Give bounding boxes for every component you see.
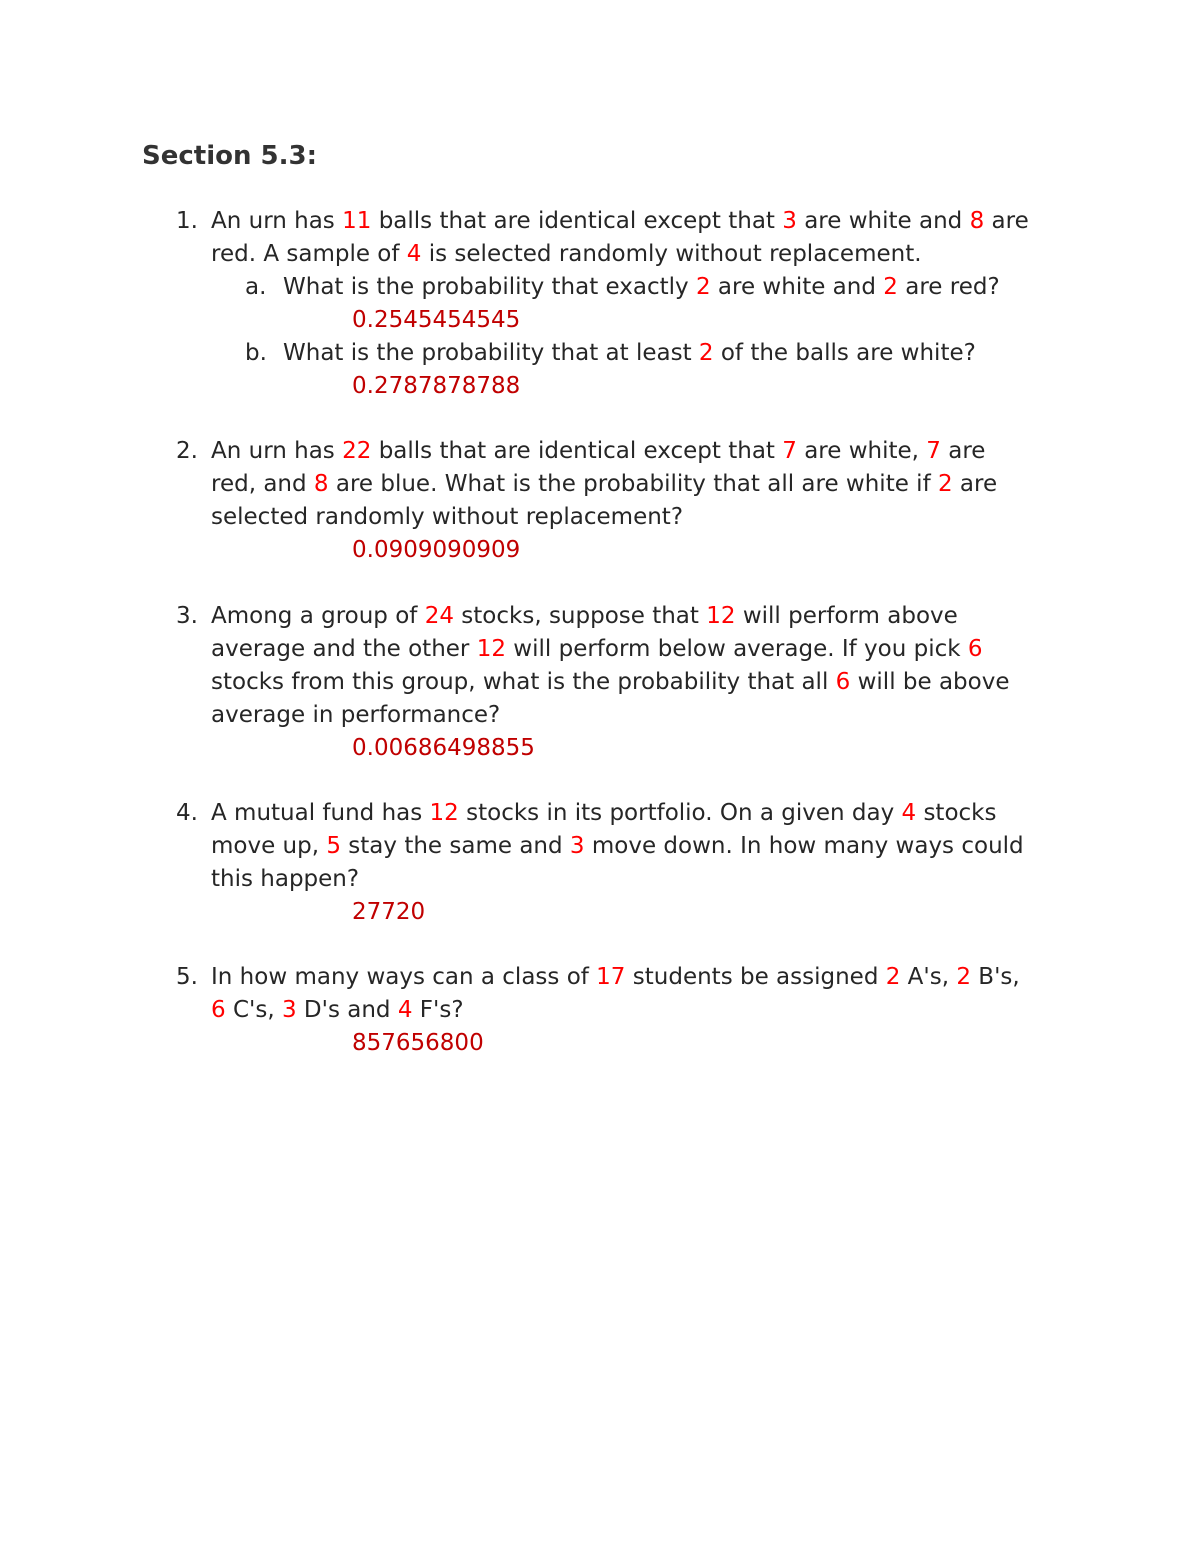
value-highlight: 7 <box>782 438 797 464</box>
text-segment: are white, <box>796 438 927 464</box>
text-segment: balls that are identical except that <box>371 438 783 464</box>
value-highlight: 7 <box>926 438 941 464</box>
value-highlight: 6 <box>967 636 983 662</box>
question-4-line-2 <box>211 830 1024 863</box>
question-5-line-2 <box>211 994 464 1027</box>
text-segment: of the balls are white? <box>713 340 976 366</box>
value-highlight: 2 <box>883 274 898 300</box>
text-segment: average and the other <box>211 636 477 662</box>
text-segment: are <box>952 471 998 497</box>
value-highlight: 12 <box>706 603 736 629</box>
text-segment: An urn has <box>211 438 343 464</box>
text-segment: are blue. What is the probability that all are white if <box>328 471 938 497</box>
question-3-line-4 <box>211 699 500 732</box>
value-highlight: 2 <box>698 340 714 366</box>
text-segment: In how many ways can a class of <box>211 964 597 990</box>
text-segment: Among a group of <box>211 603 425 629</box>
question-1a-answer: 0.2545454545 <box>352 307 521 333</box>
value-highlight: 3 <box>281 997 297 1023</box>
value-highlight: 12 <box>429 800 459 826</box>
text-segment: will perform above <box>735 603 958 629</box>
text-segment: red, and <box>211 471 314 497</box>
text-segment: stocks in its portfolio. On a given day <box>458 800 902 826</box>
text-segment: A mutual fund has <box>211 800 430 826</box>
question-3-answer: 0.00686498855 <box>352 735 535 761</box>
value-highlight: 4 <box>901 800 917 826</box>
text-segment: will perform below average. If you pick <box>505 636 968 662</box>
text-segment: are white and <box>796 208 970 234</box>
text-segment: stay the same and <box>341 833 570 859</box>
value-highlight: 24 <box>424 603 454 629</box>
text-segment: An urn has <box>211 208 343 234</box>
question-1a-text <box>283 271 1000 304</box>
value-highlight: 17 <box>596 964 626 990</box>
text-segment: What is the probability that exactly <box>283 274 696 300</box>
text-segment: stocks, suppose that <box>453 603 707 629</box>
question-2-line-2 <box>211 468 997 501</box>
text-segment: A's, <box>900 964 957 990</box>
question-3-line-2 <box>211 633 983 666</box>
text-segment: are white and <box>710 274 884 300</box>
text-segment: is selected randomly without replacement. <box>421 241 922 267</box>
text-segment: are <box>984 208 1029 234</box>
question-1b-answer: 0.2787878788 <box>352 373 521 399</box>
text-segment: are red? <box>897 274 1000 300</box>
question-4-number: 4. <box>176 800 198 826</box>
value-highlight: 6 <box>211 997 226 1023</box>
value-highlight: 12 <box>476 636 506 662</box>
value-highlight: 4 <box>397 997 413 1023</box>
value-highlight: 2 <box>956 964 971 990</box>
value-highlight: 3 <box>782 208 797 234</box>
text-segment: C's, <box>225 997 282 1023</box>
question-5-answer: 857656800 <box>352 1030 484 1056</box>
text-segment: this happen? <box>211 866 360 892</box>
text-segment: stocks <box>916 800 997 826</box>
value-highlight: 2 <box>695 274 711 300</box>
text-segment: stocks from this group, what is the probability that all <box>211 669 836 695</box>
value-highlight: 3 <box>569 833 585 859</box>
text-segment: move up, <box>211 833 327 859</box>
question-1-line-1 <box>211 205 1029 238</box>
question-1b-label: b. <box>245 340 267 366</box>
value-highlight: 8 <box>969 208 985 234</box>
question-2-number: 2. <box>176 438 198 464</box>
question-3-number: 3. <box>176 603 198 629</box>
value-highlight: 4 <box>406 241 422 267</box>
value-highlight: 2 <box>937 471 953 497</box>
value-highlight: 6 <box>835 669 851 695</box>
text-segment: What is the probability that at least <box>283 340 699 366</box>
text-segment: balls that are identical except that <box>371 208 783 234</box>
question-3-line-3 <box>211 666 1010 699</box>
question-2-line-3 <box>211 501 683 534</box>
text-segment: will be above <box>850 669 1010 695</box>
question-1-line-2 <box>211 238 922 271</box>
value-highlight: 11 <box>342 208 372 234</box>
text-segment: selected randomly without replacement? <box>211 504 684 530</box>
value-highlight: 5 <box>326 833 341 859</box>
text-segment: F's? <box>412 997 464 1023</box>
text-segment: average in performance? <box>211 702 501 728</box>
question-3-line-1 <box>211 600 958 633</box>
text-segment: red. A sample of <box>211 241 407 267</box>
text-segment: students be assigned <box>625 964 886 990</box>
text-segment: B's, <box>971 964 1020 990</box>
question-2-answer: 0.0909090909 <box>352 537 521 563</box>
value-highlight: 22 <box>342 438 372 464</box>
text-segment: are <box>940 438 986 464</box>
value-highlight: 8 <box>313 471 329 497</box>
question-4-answer: 27720 <box>352 899 426 925</box>
question-1a-label: a. <box>245 274 267 300</box>
text-segment: D's and <box>296 997 398 1023</box>
question-4-line-1 <box>211 797 996 830</box>
question-5-number: 5. <box>176 964 198 990</box>
question-5-line-1 <box>211 961 1020 994</box>
question-1-number: 1. <box>176 208 198 234</box>
question-2-line-1 <box>211 435 985 468</box>
question-1b-text <box>283 337 976 370</box>
value-highlight: 2 <box>885 964 901 990</box>
section-heading: Section 5.3: <box>142 141 317 171</box>
text-segment: move down. In how many ways could <box>584 833 1024 859</box>
question-4-line-3 <box>211 863 359 896</box>
